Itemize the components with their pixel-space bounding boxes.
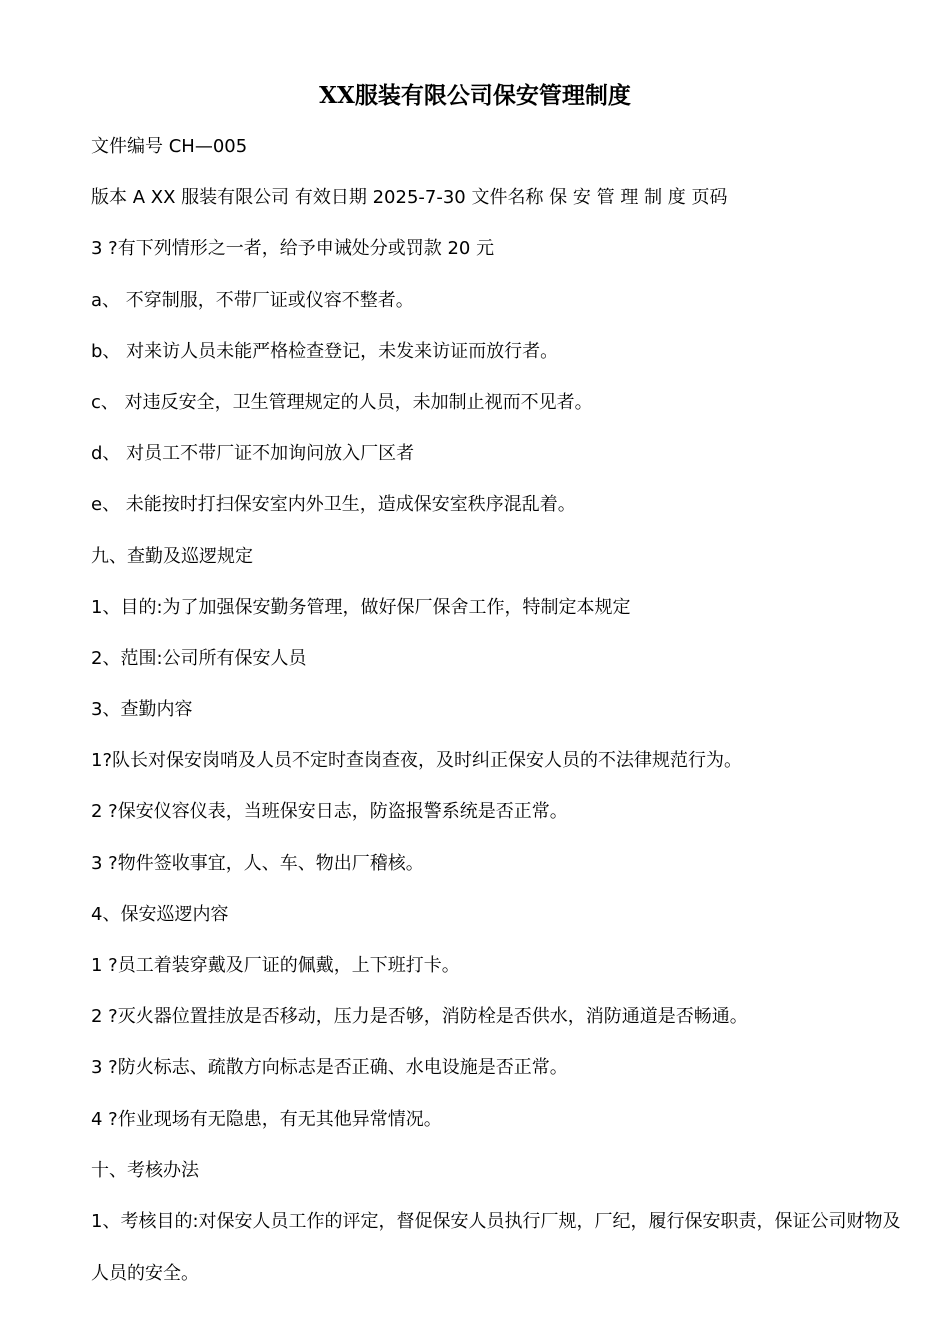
list-item: 1?队长对保安岗哨及人员不定时查岗查夜，及时纠正保安人员的不法律规范行为。 bbox=[91, 750, 743, 772]
list-item: 2 ?保安仪容仪表，当班保安日志，防盗报警系统是否正常。 bbox=[91, 801, 568, 823]
document-title: XX服装有限公司保安管理制度 bbox=[319, 82, 631, 109]
list-item: 2 ?灭火器位置挂放是否移动，压力是否够，消防栓是否供水，消防通道是否畅通。 bbox=[91, 1006, 748, 1028]
subsection-heading: 3、查勤内容 bbox=[91, 699, 193, 721]
list-item: c、 对违反安全，卫生管理规定的人员，未加制止视而不见者。 bbox=[91, 391, 593, 413]
paragraph: 2、范围:公司所有保安人员 bbox=[91, 647, 307, 669]
document-body bbox=[91, 134, 901, 1324]
list-item: a、 不穿制服，不带厂证或仪容不整者。 bbox=[91, 289, 414, 311]
list-item: e、 未能按时打扫保安室内外卫生，造成保安室秩序混乱着。 bbox=[91, 494, 576, 516]
paragraph: 1、目的:为了加强保安勤务管理，做好保厂保舍工作，特制定本规定 bbox=[91, 596, 631, 618]
list-item: 4 ?作业现场有无隐患，有无其他异常情况。 bbox=[91, 1108, 442, 1130]
list-item: 3 ?物件签收事宜，人、车、物出厂稽核。 bbox=[91, 852, 424, 874]
list-item: d、 对员工不带厂证不加询问放入厂区者 bbox=[91, 443, 415, 465]
subsection-heading: 4、保安巡逻内容 bbox=[91, 903, 229, 925]
file-number: 文件编号 CH—005 bbox=[91, 136, 248, 157]
list-item: b、 对来访人员未能严格检查登记，未发来访证而放行者。 bbox=[91, 340, 559, 362]
list-item: 1 ?员工着装穿戴及厂证的佩戴，上下班打卡。 bbox=[91, 955, 460, 976]
paragraph: 3 ?有下列情形之一者，给予申诫处分或罚款 20 元 bbox=[91, 238, 495, 260]
section-heading: 九、查勤及巡逻规定 bbox=[91, 545, 253, 567]
version-info: 版本 A XX 服装有限公司 有效日期 2025-7-30 文件名称 保 安 管 理 制 度 页码 bbox=[91, 187, 728, 209]
section-heading: 十、考核办法 bbox=[91, 1159, 199, 1181]
paragraph: 1、考核目的:对保安人员工作的评定，督促保安人员执行厂规，厂纪，履行保安职责，保证公司财物及人员的安全。 bbox=[91, 1211, 901, 1284]
list-item: 3 ?防火标志、疏散方向标志是否正确、水电设施是否正常。 bbox=[91, 1057, 568, 1079]
